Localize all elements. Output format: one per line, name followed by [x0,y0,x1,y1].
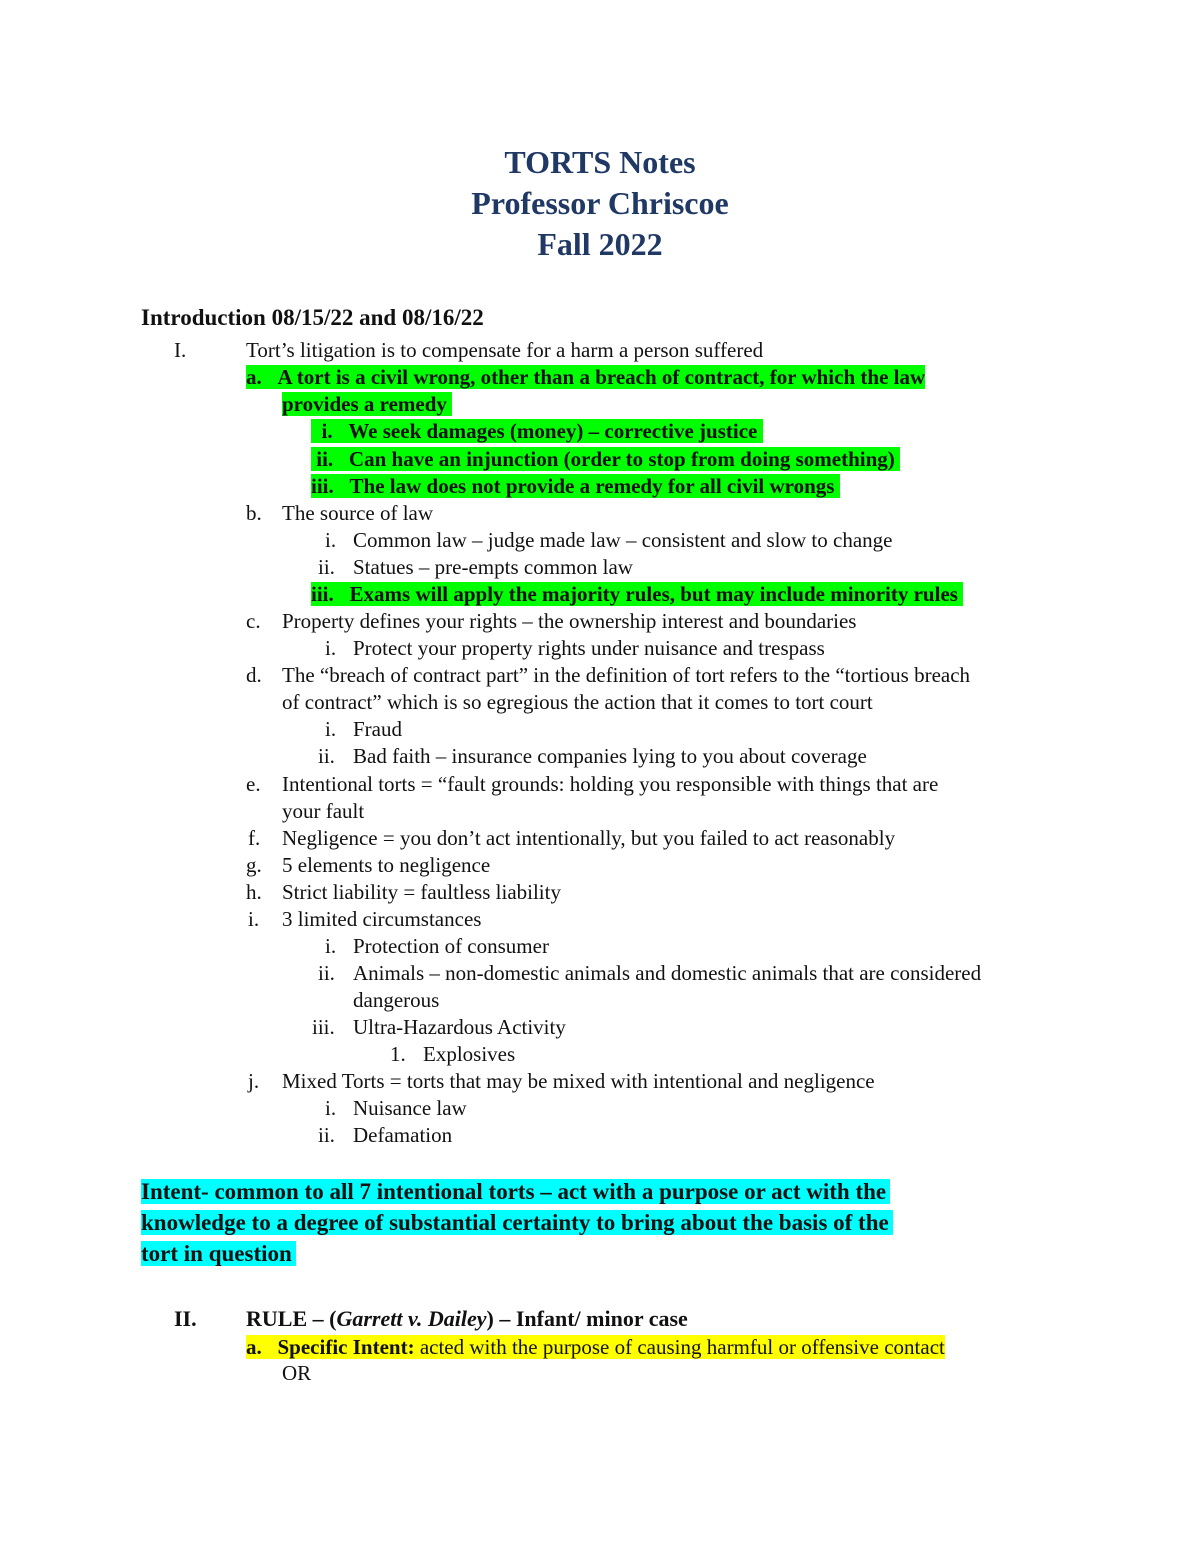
list-marker-e: e. [246,772,261,796]
list-item-b-ii: Statues – pre-empts common law [353,555,633,579]
list-item-i-iii-1: Explosives [423,1042,516,1066]
intent-definition [141,1176,893,1269]
list-marker-d: d. [246,663,262,687]
list-marker-g: g. [246,853,262,877]
list-item-a-ii: ii. Can have an injunction (order to stop from doing something) [311,446,900,472]
list-marker-i-ii: ii. [318,961,335,985]
list-item-j-ii: Defamation [353,1123,453,1147]
specific-intent-label: Specific Intent: [277,1335,415,1359]
list-item-d: The “breach of contract part” in the definition of tort refers to the “tortious breach [282,663,971,687]
list-marker-c: c. [246,609,261,633]
list-item-j-i: Nuisance law [353,1096,467,1120]
rule-heading: RULE – (Garrett v. Dailey) – Infant/ minor case [246,1306,688,1331]
list-item-g: 5 elements to negligence [282,853,491,877]
document-title: TORTS Notes [504,144,696,180]
list-item-i-i: Protection of consumer [353,934,549,958]
list-marker-b-ii: ii. [318,555,335,579]
list-item-a-iii: iii. The law does not provide a remedy for all civil wrongs [311,473,840,499]
list-item-c-i: Protect your property rights under nuisance and trespass [353,636,825,660]
list-marker-j: j. [248,1069,260,1093]
list-item-a-cont: provides a remedy [282,391,452,417]
list-item-f: Negligence = you don’t act intentionally, but you failed to act reasonably [282,826,896,850]
case-name: Garrett v. Dailey [336,1306,487,1331]
list-marker-II: II. [174,1306,197,1331]
list-marker-I: I. [174,338,187,362]
specific-intent-text: acted with the purpose of causing harmful or offensive contact [414,1335,945,1359]
list-item-c: Property defines your rights – the ownership interest and boundaries [282,609,857,633]
list-item-i-ii: Animals – non-domestic animals and domestic animals that are considered [353,961,982,985]
intent-line-1: Intent- common to all 7 intentional torts – act with a purpose or act with the [141,1179,890,1204]
section-heading-introduction: Introduction 08/15/22 and 08/16/22 [141,305,484,330]
list-marker-a: a. [246,365,262,389]
list-marker-f: f. [248,826,261,850]
list-marker-b: b. [246,501,262,525]
list-marker-i-iii-1: 1. [390,1042,406,1066]
intent-line-3: tort in question [141,1241,296,1266]
list-marker-d-i: i. [325,717,337,741]
list-item-b: The source of law [282,501,434,525]
list-marker-i-iii: iii. [312,1015,335,1039]
list-item-e: Intentional torts = “fault grounds: holding you responsible with things that are [282,772,939,796]
document-subtitle-term: Fall 2022 [537,226,663,262]
list-marker-b-i: i. [325,528,337,552]
list-item-d-i: Fraud [353,717,402,741]
list-item-b-i: Common law – judge made law – consistent and slow to change [353,528,893,552]
list-item-i: 3 limited circumstances [282,907,482,931]
rule-marker-a: a. [246,1335,262,1359]
list-item-a-i: i. We seek damages (money) – corrective justice [311,418,763,444]
list-marker-c-i: i. [325,636,337,660]
list-marker-i-i: i. [325,934,337,958]
list-marker-j-i: i. [325,1096,337,1120]
rule-item-a [246,1334,945,1360]
document-subtitle-professor: Professor Chriscoe [471,185,729,221]
list-marker-j-ii: ii. [318,1123,335,1147]
list-item-b-iii: iii. Exams will apply the majority rules, but may include minority rules [311,581,963,607]
list-marker-d-ii: ii. [318,744,335,768]
list-item-i-iii: Ultra-Hazardous Activity [353,1015,566,1039]
list-item-d-cont: of contract” which is so egregious the action that it comes to tort court [282,690,873,714]
list-item-e-cont: your fault [282,799,365,823]
list-item-a-text: A tort is a civil wrong, other than a breach of contract, for which the law [277,365,926,389]
intent-line-2: knowledge to a degree of substantial certainty to bring about the basis of the [141,1210,893,1235]
list-item-a [246,364,925,390]
list-marker-h: h. [246,880,262,904]
list-item-I: Tort’s litigation is to compensate for a harm a person suffered [246,338,764,362]
list-item-d-ii: Bad faith – insurance companies lying to you about coverage [353,744,867,768]
list-item-h: Strict liability = faultless liability [282,880,561,904]
list-item-i-ii-cont: dangerous [353,988,440,1012]
rule-or: OR [282,1361,312,1385]
list-item-j: Mixed Torts = torts that may be mixed with intentional and negligence [282,1069,875,1093]
list-marker-i: i. [248,907,260,931]
